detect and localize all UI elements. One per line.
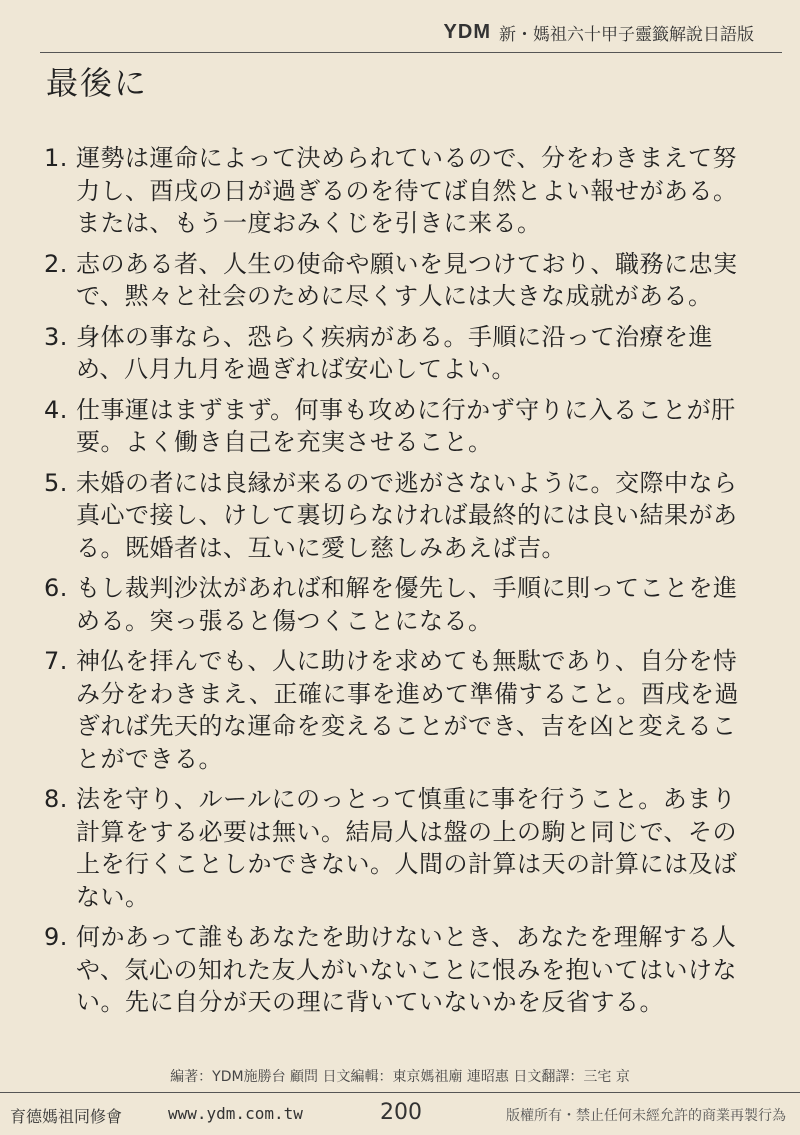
organization-name: 育德媽祖同修會 bbox=[10, 1107, 123, 1126]
advice-list bbox=[44, 142, 752, 1027]
header-bar bbox=[444, 20, 754, 45]
item-text: 志のある者、人生の使命や願いを見つけており、職務に忠実で、黙々と社会のために尽くす人には大きな成就がある。 bbox=[76, 249, 738, 310]
header-divider bbox=[40, 52, 782, 53]
item-number: 5. bbox=[44, 468, 68, 497]
ydm-logo: YDM bbox=[443, 21, 491, 43]
item-number: 7. bbox=[44, 647, 68, 675]
list-item bbox=[44, 394, 752, 459]
page-title: 最後に bbox=[46, 64, 149, 102]
credits-line: 編著：YDM施勝台 顧問 日文編輯：東京媽祖廟 連昭惠 日文翻譯：三宅 京 bbox=[170, 1069, 630, 1085]
item-text: 身体の事なら、恐らく疾病がある。手順に沿って治療を進め、八月九月を過ぎれば安心してよい。 bbox=[76, 322, 713, 383]
item-number: 3. bbox=[44, 322, 68, 351]
item-text: 神仏を拝んでも、人に助けを求めても無駄であり、自分を恃み分をわきまえ、正確に事を進めて準備すること。酉戌を過ぎれば先天的な運命を変えることができ、吉を凶と変えることができる。 bbox=[76, 647, 739, 773]
website-link[interactable]: www.ydm.com.tw bbox=[168, 1104, 303, 1123]
item-number: 6. bbox=[44, 574, 68, 602]
item-number: 2. bbox=[44, 249, 68, 278]
book-title: 新・媽祖六十甲子靈籤解說日語版 bbox=[499, 25, 754, 45]
list-item bbox=[44, 142, 752, 240]
item-text: 運勢は運命によって決められているので、分をわきまえて努力し、酉戌の日が過ぎるのを待てば自然とよい報せがある。または、もう一度おみくじを引きに来る。 bbox=[76, 144, 738, 237]
list-item bbox=[44, 645, 752, 775]
item-text: 何かあって誰もあなたを助けないとき、あなたを理解する人や、気心の知れた友人がいないことに恨みを抱いてはいけない。先に自分が天の理に背いていないかを反省する。 bbox=[76, 923, 738, 1016]
page-number: 200 bbox=[380, 1100, 422, 1125]
item-text: 法を守り、ルールにのっとって慎重に事を行うこと。あまり計算をする必要は無い。結局人は盤の上の駒と同じで、その上を行くことしかできない。人間の計算は天の計算には及ばない。 bbox=[76, 785, 738, 911]
list-item bbox=[44, 248, 752, 313]
item-number: 4. bbox=[44, 395, 68, 424]
page-footer bbox=[0, 1096, 800, 1135]
item-text: 未婚の者には良縁が来るので逃がさないように。交際中なら真心で接し、けして裏切らなければ最終的には良い結果がある。既婚者は、互いに愛し慈しみあえば吉。 bbox=[76, 468, 738, 562]
item-number: 8. bbox=[44, 785, 68, 813]
list-item bbox=[44, 572, 752, 637]
copyright-notice: 版權所有・禁止任何未經允許的商業再製行為 bbox=[506, 1108, 786, 1124]
item-number: 9. bbox=[44, 923, 68, 951]
list-item bbox=[44, 783, 752, 913]
footer-divider bbox=[0, 1092, 800, 1093]
list-item bbox=[44, 467, 752, 565]
page-header bbox=[0, 0, 800, 54]
item-text: 仕事運はまずまず。何事も攻めに行かず守りに入ることが肝要。よく働き自己を充実させること。 bbox=[76, 395, 736, 456]
item-text: もし裁判沙汰があれば和解を優先し、手順に則ってことを進める。突っ張ると傷つくことになる。 bbox=[76, 574, 738, 635]
list-item bbox=[44, 921, 752, 1019]
list-item bbox=[44, 321, 752, 386]
item-number: 1. bbox=[44, 144, 68, 172]
